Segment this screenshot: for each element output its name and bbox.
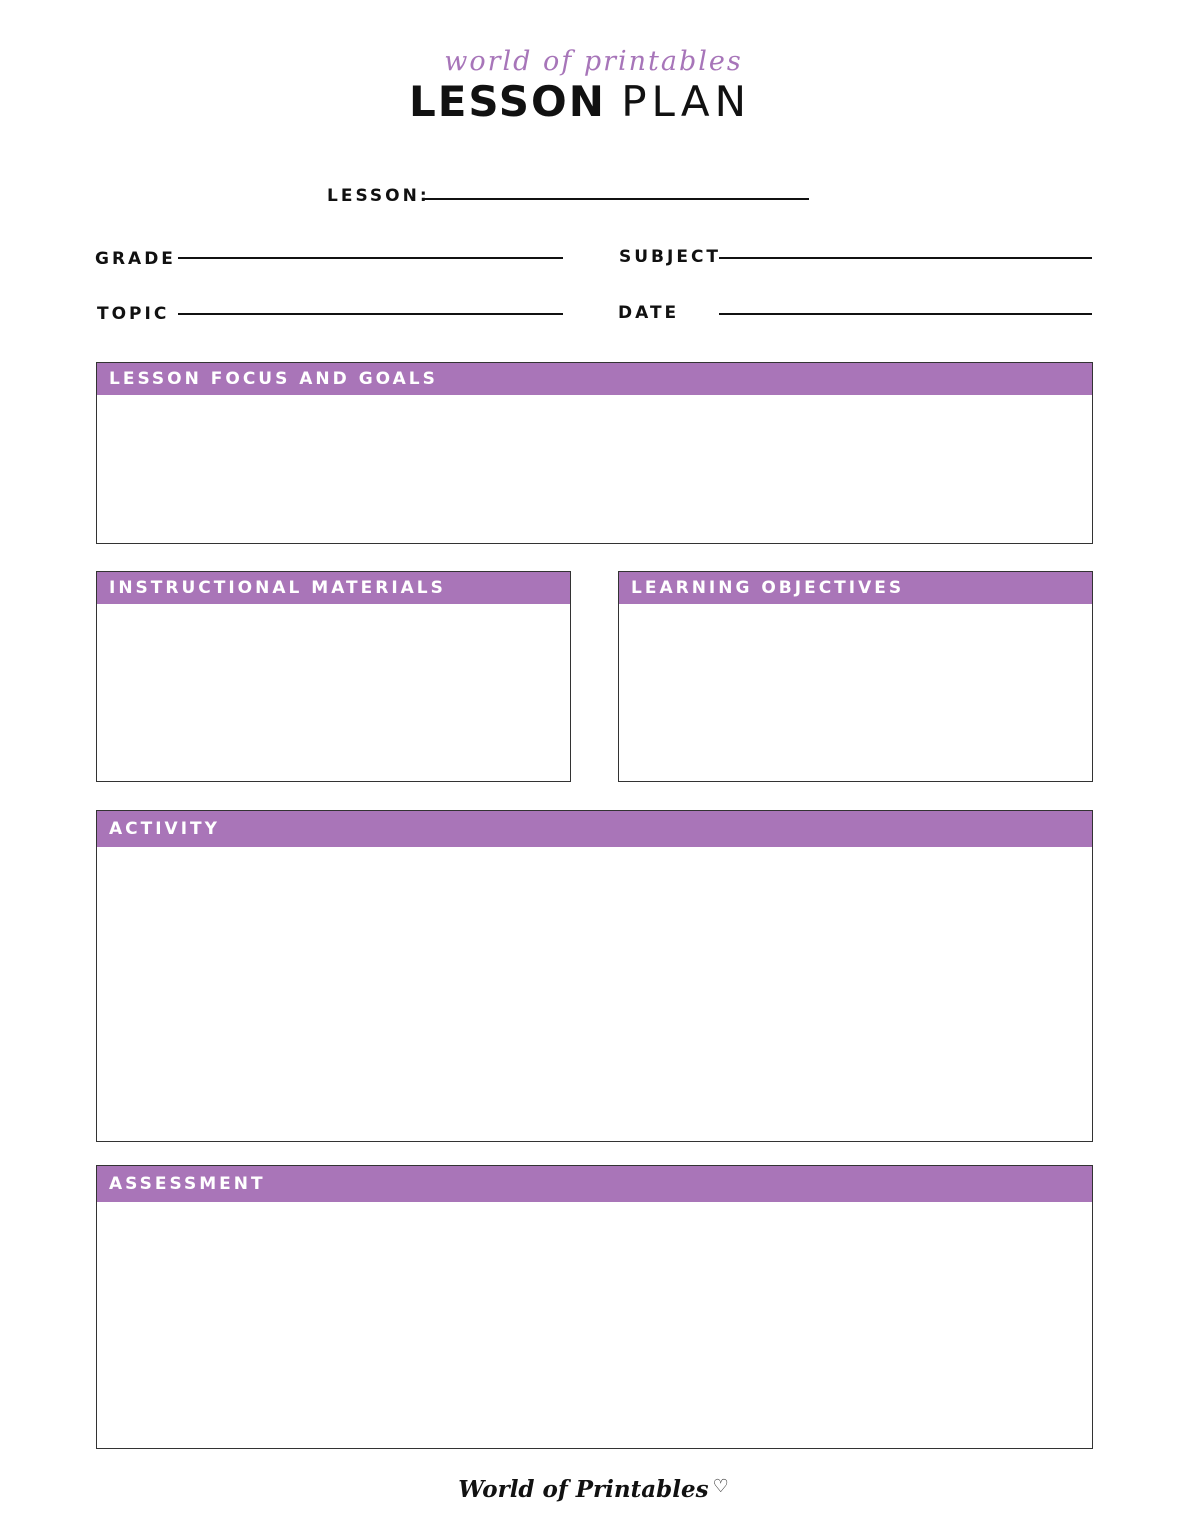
subject-label: SUBJECT: [619, 247, 722, 267]
lesson-line[interactable]: [424, 198, 809, 200]
topic-label: TOPIC: [97, 304, 170, 324]
footer-brand-text: World of Printables: [458, 1476, 709, 1503]
instructional-materials-writing-area[interactable]: [97, 604, 570, 781]
learning-objectives-section: [618, 571, 1093, 782]
title-bold: LESSON: [408, 77, 606, 126]
assessment-writing-area[interactable]: [97, 1202, 1092, 1448]
lesson-focus-writing-area[interactable]: [97, 395, 1092, 543]
lesson-label: LESSON:: [327, 186, 430, 206]
activity-writing-area[interactable]: [97, 847, 1092, 1141]
activity-section: [96, 810, 1093, 1142]
lesson-focus-section: [96, 362, 1093, 544]
assessment-section: [96, 1165, 1093, 1449]
lesson-focus-header: LESSON FOCUS AND GOALS: [97, 363, 1092, 395]
page-title: [0, 78, 1160, 126]
instructional-materials-section: [96, 571, 571, 782]
grade-line[interactable]: [178, 257, 563, 259]
assessment-header: ASSESSMENT: [97, 1166, 1092, 1202]
activity-header: ACTIVITY: [97, 811, 1092, 847]
topic-line[interactable]: [178, 313, 563, 315]
brand-script-logo: world of printables: [444, 46, 743, 77]
footer-brand-logo: [0, 1476, 1187, 1503]
title-light: PLAN: [621, 77, 752, 126]
date-line[interactable]: [719, 313, 1092, 315]
learning-objectives-header: LEARNING OBJECTIVES: [619, 572, 1092, 604]
subject-line[interactable]: [719, 257, 1092, 259]
grade-label: GRADE: [95, 249, 176, 269]
heart-icon: ♡: [712, 1476, 729, 1497]
date-label: DATE: [618, 303, 680, 323]
learning-objectives-writing-area[interactable]: [619, 604, 1092, 781]
instructional-materials-header: INSTRUCTIONAL MATERIALS: [97, 572, 570, 604]
